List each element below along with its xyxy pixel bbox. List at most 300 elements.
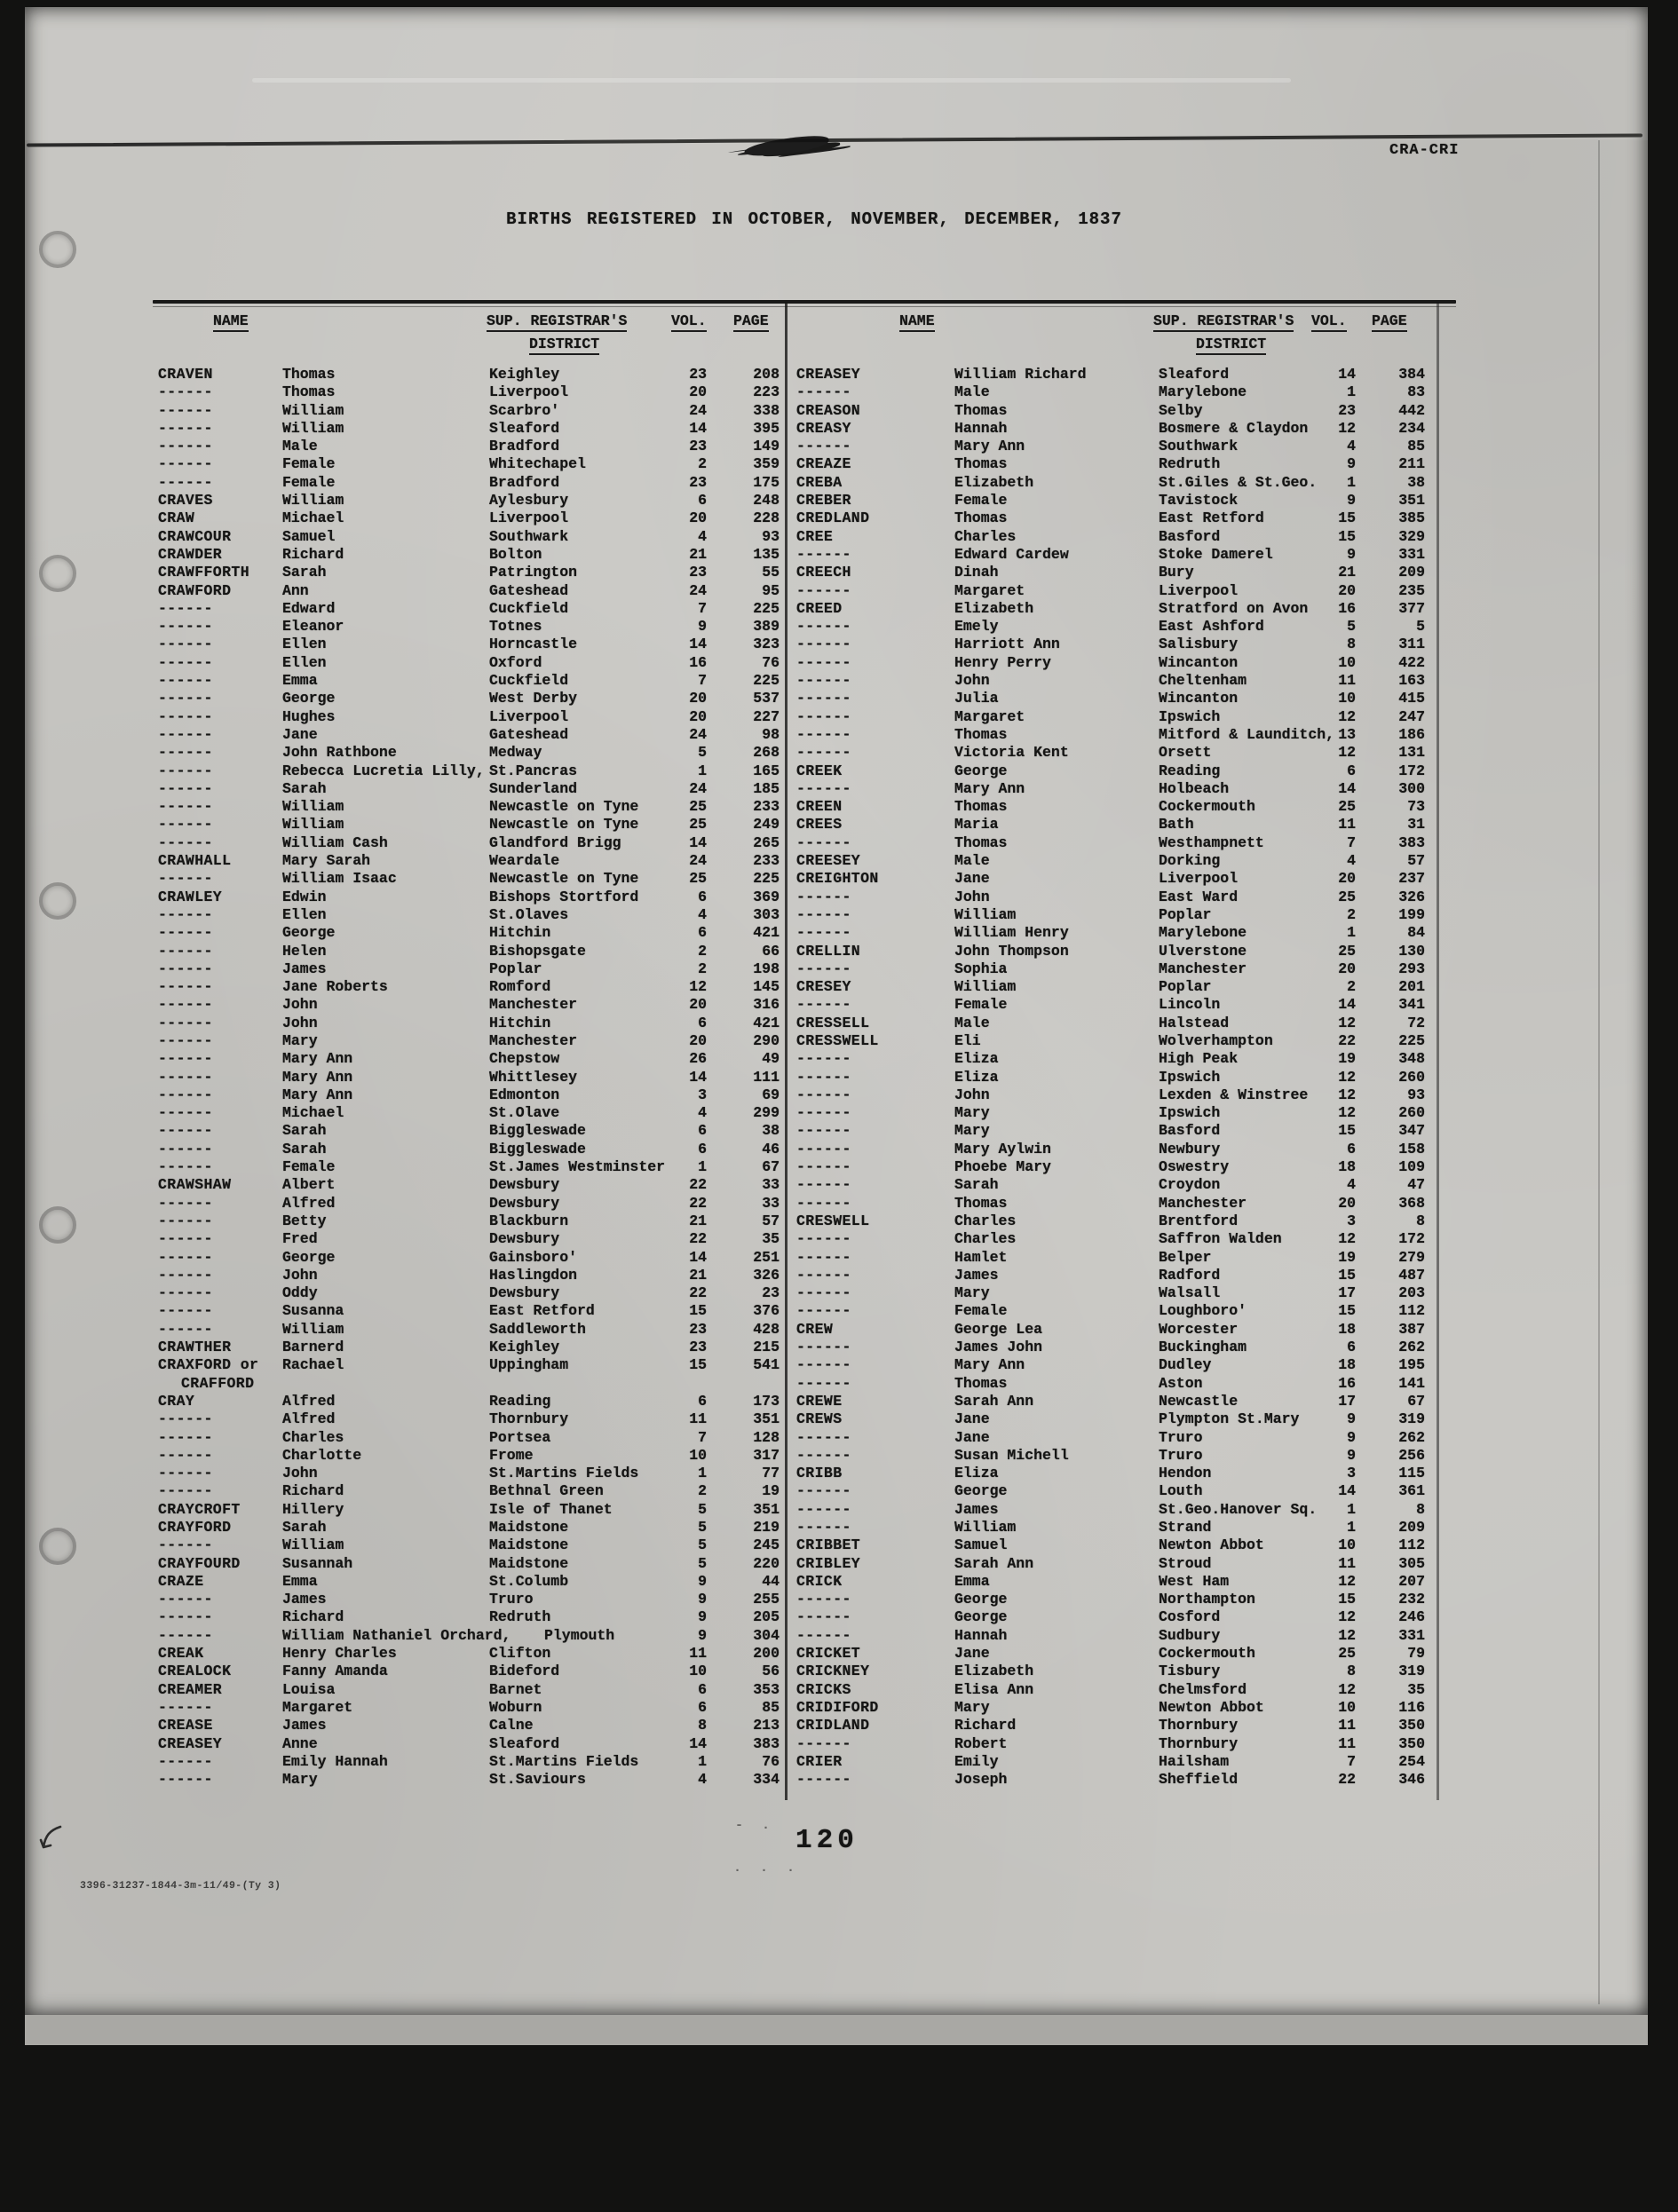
table-row <box>158 1429 780 1447</box>
district-cell: Sleaford <box>489 419 560 437</box>
vol-cell: 15 <box>1338 1591 1356 1608</box>
vol-cell: 23 <box>689 1339 707 1356</box>
table-row <box>158 960 780 978</box>
table-row <box>158 726 780 744</box>
vol-cell: 22 <box>689 1284 707 1302</box>
table-row <box>796 943 1425 960</box>
district-cell: Reading <box>1159 762 1221 779</box>
surname-cell: ------ <box>796 1248 851 1266</box>
page-cell: 326 <box>1398 888 1425 905</box>
surname-cell: ------ <box>158 1068 213 1086</box>
surname-cell: ------ <box>796 581 851 599</box>
vol-cell: 1 <box>1347 1519 1356 1536</box>
vol-cell: 11 <box>689 1410 707 1428</box>
page-cell: 376 <box>753 1302 780 1320</box>
surname-cell: ------ <box>796 1086 851 1103</box>
overlapping-sheet-strip <box>25 7 1648 140</box>
page-cell: 8 <box>1416 1500 1425 1518</box>
page-cell: 207 <box>1398 1572 1425 1590</box>
vol-cell: 5 <box>1347 618 1356 636</box>
district-cell: Keighley <box>489 366 560 383</box>
surname-cell: ------ <box>158 905 213 923</box>
table-row <box>158 1032 780 1050</box>
page-cell: 421 <box>753 924 780 942</box>
page-cell: 57 <box>1407 852 1425 870</box>
surname-cell: ------ <box>796 725 851 743</box>
table-row <box>796 1465 1425 1482</box>
given-name-cell: James <box>282 1591 327 1608</box>
vol-cell: 2 <box>698 942 707 960</box>
table-row <box>158 1158 780 1176</box>
vol-cell: 10 <box>1338 1537 1356 1554</box>
page-cell: 31 <box>1407 816 1425 833</box>
vol-cell: 4 <box>1347 1176 1356 1194</box>
table-row <box>796 1267 1425 1284</box>
page-cell: 351 <box>753 1500 780 1518</box>
surname-cell: CRAVES <box>158 492 213 510</box>
table-row <box>158 924 780 942</box>
surname-cell: ------ <box>158 1140 213 1157</box>
table-row <box>796 690 1425 707</box>
table-row <box>796 960 1425 978</box>
district-cell: Newcastle on Tyne <box>489 870 639 888</box>
vol-cell: 5 <box>698 1537 707 1554</box>
district-cell: Oswestry <box>1159 1158 1230 1176</box>
given-name-cell: Mary Ann <box>282 1068 353 1086</box>
surname-cell: ------ <box>796 1266 851 1284</box>
given-name-cell: Mary <box>282 1771 318 1789</box>
given-name-cell: Thomas <box>954 1194 1008 1212</box>
page-cell: 173 <box>753 1392 780 1410</box>
page-cell: 185 <box>753 779 780 797</box>
table-row <box>158 1284 780 1302</box>
district-cell: St.Pancras <box>489 762 578 779</box>
surname-cell: CREWS <box>796 1410 843 1428</box>
page-cell: 76 <box>762 1752 780 1770</box>
vol-cell: 6 <box>698 924 707 942</box>
table-row <box>796 510 1425 527</box>
table-row <box>158 420 780 438</box>
district-cell: Barnet <box>489 1680 542 1698</box>
given-name-cell: Thomas <box>954 455 1008 473</box>
page-cell: 98 <box>762 725 780 743</box>
given-name-cell: Eliza <box>954 1465 999 1482</box>
table-row <box>796 1375 1425 1393</box>
district-cell: Medway <box>489 744 542 762</box>
given-name-cell: Elisa Ann <box>954 1680 1034 1698</box>
given-name-cell: Ellen <box>282 905 327 923</box>
vol-cell: 21 <box>689 1266 707 1284</box>
district-cell: Clifton <box>489 1645 551 1663</box>
given-name-cell: Samuel <box>282 527 336 545</box>
given-name-cell: Thomas <box>954 725 1008 743</box>
vol-cell: 12 <box>1338 1068 1356 1086</box>
vol-cell: 8 <box>1347 1663 1356 1680</box>
table-row <box>158 546 780 564</box>
table-row <box>796 1249 1425 1267</box>
surname-cell: CRAYCROFT <box>158 1500 241 1518</box>
given-name-cell: James <box>954 1500 999 1518</box>
vol-cell: 3 <box>1347 1465 1356 1482</box>
page-cell: 131 <box>1398 744 1425 762</box>
given-name-cell: Mary Ann <box>954 779 1025 797</box>
page-cell: 353 <box>753 1680 780 1698</box>
district-cell: Romford <box>489 978 551 996</box>
vol-cell: 11 <box>1338 1717 1356 1734</box>
surname-cell: CRAVEN <box>158 366 213 383</box>
page-cell: 348 <box>1398 1050 1425 1068</box>
table-row <box>796 1069 1425 1086</box>
surname-cell: ------ <box>158 1752 213 1770</box>
given-name-cell: William Henry <box>954 924 1069 942</box>
vol-cell: 7 <box>1347 1752 1356 1770</box>
table-row <box>796 1230 1425 1248</box>
table-row <box>158 798 780 816</box>
given-name-cell: Thomas <box>954 510 1008 527</box>
surname-cell: CRIER <box>796 1752 843 1770</box>
given-name-cell: Mary <box>954 1284 990 1302</box>
district-cell: High Peak <box>1159 1050 1239 1068</box>
given-name-cell: Albert <box>282 1176 336 1194</box>
page-cell: 172 <box>1398 762 1425 779</box>
table-row <box>796 1302 1425 1320</box>
district-cell: Chelmsford <box>1159 1680 1247 1698</box>
vol-cell: 24 <box>689 401 707 419</box>
vol-cell: 9 <box>1347 545 1356 563</box>
district-cell: Oxford <box>489 653 542 671</box>
header-district: DISTRICT <box>529 336 599 355</box>
vol-cell: 23 <box>689 564 707 581</box>
vol-cell: 21 <box>1338 564 1356 581</box>
given-name-cell: George <box>954 1591 1008 1608</box>
district-cell: Gateshead <box>489 581 569 599</box>
page-cell: 205 <box>753 1608 780 1626</box>
vol-cell: 2 <box>698 960 707 977</box>
district-cell: St.Martins Fields <box>489 1752 639 1770</box>
page-cell: 111 <box>753 1068 780 1086</box>
page-cell: 67 <box>762 1158 780 1176</box>
table-row <box>796 708 1425 726</box>
surname-cell: ------ <box>796 924 851 942</box>
page-cell: 49 <box>762 1050 780 1068</box>
surname-cell: ------ <box>796 779 851 797</box>
page-cell: 350 <box>1398 1734 1425 1752</box>
given-name-cell: Alfred <box>282 1392 336 1410</box>
vol-cell: 5 <box>698 1519 707 1536</box>
page-cell: 442 <box>1398 401 1425 419</box>
given-name-cell: Eleanor <box>282 618 344 636</box>
table-row <box>158 1591 780 1608</box>
vol-cell: 12 <box>1338 707 1356 725</box>
page-cell: 200 <box>753 1645 780 1663</box>
page-cell: 235 <box>1398 581 1425 599</box>
surname-cell: CREAK <box>158 1645 204 1663</box>
district-cell: Biggleswade <box>489 1140 586 1157</box>
table-row <box>796 798 1425 816</box>
given-name-cell: Male <box>954 1014 990 1031</box>
vol-cell: 12 <box>1338 1680 1356 1698</box>
district-cell: Buckingham <box>1159 1339 1247 1356</box>
district-cell: Manchester <box>489 996 578 1014</box>
page-cell: 384 <box>1398 366 1425 383</box>
page-cell: 346 <box>1398 1771 1425 1789</box>
given-name-cell: Maria <box>954 816 999 833</box>
district-cell: Cockermouth <box>1159 798 1255 816</box>
given-name-cell: Rachael <box>282 1356 344 1374</box>
given-name-cell: William <box>282 419 344 437</box>
vol-cell: 1 <box>698 1752 707 1770</box>
page-cell: 67 <box>1407 1392 1425 1410</box>
surname-cell: ------ <box>158 924 213 942</box>
given-name-cell: George <box>954 1482 1008 1500</box>
district-cell: Truro <box>1159 1428 1203 1446</box>
table-row <box>796 1681 1425 1699</box>
vol-cell: 9 <box>698 618 707 636</box>
given-name-cell: Harriott Ann <box>954 636 1060 653</box>
page-cell: 83 <box>1407 383 1425 401</box>
table-row <box>796 1032 1425 1050</box>
vol-cell: 26 <box>689 1050 707 1068</box>
page-cell: 305 <box>1398 1554 1425 1572</box>
page-cell: 135 <box>753 545 780 563</box>
given-name-cell: Anne <box>282 1734 318 1752</box>
district-cell: Gateshead <box>489 725 569 743</box>
page-cell: 422 <box>1398 653 1425 671</box>
paper-bottom-edge <box>25 2015 1648 2045</box>
table-row <box>158 1753 780 1771</box>
table-row <box>158 978 780 996</box>
table-row <box>796 834 1425 852</box>
vol-cell: 24 <box>689 779 707 797</box>
district-cell: Horncastle <box>489 636 578 653</box>
district-cell: Edmonton <box>489 1086 560 1103</box>
surname-cell: CREASY <box>796 419 851 437</box>
given-name-cell: John <box>282 996 318 1014</box>
vol-cell: 1 <box>698 1465 707 1482</box>
table-row <box>796 1699 1425 1717</box>
given-name-cell: Victoria Kent <box>954 744 1069 762</box>
surname-cell: ------ <box>796 636 851 653</box>
given-name-cell: William <box>282 1537 344 1554</box>
given-name-cell: Susannah <box>282 1554 353 1572</box>
vol-cell: 19 <box>1338 1050 1356 1068</box>
surname-cell: CRAWFFORTH <box>158 564 250 581</box>
district-cell: Maidstone <box>489 1537 569 1554</box>
vol-cell: 24 <box>689 852 707 870</box>
district-cell: Glandford Brigg <box>489 833 621 851</box>
given-name-cell: William Richard <box>954 366 1087 383</box>
vol-cell: 25 <box>689 870 707 888</box>
page-cell: 225 <box>1398 1031 1425 1049</box>
surname-cell: ------ <box>158 1410 213 1428</box>
table-row <box>158 1086 780 1104</box>
given-name-cell: Sophia <box>954 960 1008 977</box>
table-row <box>796 636 1425 653</box>
surname-cell: ------ <box>796 1158 851 1176</box>
given-name-cell: James <box>282 960 327 977</box>
surname-cell: ------ <box>158 1537 213 1554</box>
page-cell: 246 <box>1398 1608 1425 1626</box>
vol-cell: 6 <box>698 1698 707 1716</box>
vol-cell: 9 <box>1347 1446 1356 1464</box>
district-cell: Marylebone <box>1159 383 1247 401</box>
district-cell: Frome <box>489 1446 534 1464</box>
vol-cell: 20 <box>689 690 707 707</box>
district-cell: St.Saviours <box>489 1771 586 1789</box>
surname-cell: CREAMER <box>158 1680 223 1698</box>
page-cell: 165 <box>753 762 780 779</box>
page-cell: 8 <box>1416 1212 1425 1229</box>
page-cell: 186 <box>1398 725 1425 743</box>
district-cell: Maidstone <box>489 1519 569 1536</box>
surname-cell: ------ <box>796 1356 851 1374</box>
table-row <box>796 564 1425 581</box>
vol-cell: 9 <box>698 1572 707 1590</box>
vol-cell: 11 <box>1338 1554 1356 1572</box>
district-cell: Bolton <box>489 545 542 563</box>
page-cell: 334 <box>753 1771 780 1789</box>
given-name-cell: Mary Aylwin <box>954 1140 1051 1157</box>
district-cell: Whittlesey <box>489 1068 578 1086</box>
surname-cell: CRIDIFORD <box>796 1698 879 1716</box>
given-name-cell: George <box>282 924 336 942</box>
given-name-cell: James John <box>954 1339 1043 1356</box>
surname-cell: CRAXFORD or CRAFFORD <box>158 1356 259 1392</box>
surname-cell: ------ <box>796 1374 851 1392</box>
page-cell: 421 <box>753 1014 780 1031</box>
vol-cell: 16 <box>1338 1374 1356 1392</box>
vol-cell: 23 <box>689 366 707 383</box>
table-row <box>796 1573 1425 1591</box>
table-row <box>158 1393 780 1410</box>
vol-cell: 12 <box>1338 1014 1356 1031</box>
page-cell: 317 <box>753 1446 780 1464</box>
given-name-cell: Edward Cardew <box>954 545 1069 563</box>
table-row <box>796 1141 1425 1158</box>
table-row <box>158 1321 780 1339</box>
vol-cell: 4 <box>1347 852 1356 870</box>
column-divider <box>785 302 788 1800</box>
table-row <box>796 455 1425 473</box>
surname-cell: ------ <box>158 419 213 437</box>
page-cell: 248 <box>753 492 780 510</box>
page-cell: 387 <box>1398 1320 1425 1338</box>
surname-cell: ------ <box>158 1591 213 1608</box>
given-name-cell: Thomas <box>954 1374 1008 1392</box>
district-cell: Loughboro' <box>1159 1302 1247 1320</box>
given-name-cell: William <box>282 816 344 833</box>
page-cell: 227 <box>753 707 780 725</box>
district-cell: Bath <box>1159 816 1194 833</box>
surname-cell: ------ <box>796 1482 851 1500</box>
given-name-cell: Eliza <box>954 1068 999 1086</box>
surname-cell: ------ <box>158 779 213 797</box>
surname-cell: ------ <box>796 905 851 923</box>
surname-cell: CRAWCOUR <box>158 527 232 545</box>
vol-cell: 20 <box>1338 870 1356 888</box>
vol-cell: 15 <box>1338 527 1356 545</box>
page-cell: 249 <box>753 816 780 833</box>
vol-cell: 15 <box>689 1356 707 1374</box>
vol-cell: 6 <box>698 492 707 510</box>
surname-cell: CRAYFORD <box>158 1519 232 1536</box>
given-name-cell: Sarah Ann <box>954 1554 1034 1572</box>
table-row <box>796 1339 1425 1356</box>
table-row <box>796 1447 1425 1465</box>
table-row <box>158 474 780 492</box>
table-row <box>796 1321 1425 1339</box>
vol-cell: 24 <box>689 581 707 599</box>
district-cell: Bradford <box>489 438 560 455</box>
vol-cell: 14 <box>1338 1482 1356 1500</box>
given-name-cell: Thomas <box>954 798 1008 816</box>
surname-cell: ------ <box>158 473 213 491</box>
page-cell: 223 <box>753 383 780 401</box>
surname-cell: ------ <box>158 1771 213 1789</box>
surname-cell: CREAZE <box>796 455 851 473</box>
district-cell: Liverpool <box>1159 581 1239 599</box>
district-cell: Reading <box>489 1392 551 1410</box>
district-cell: Woburn <box>489 1698 542 1716</box>
vol-cell: 7 <box>698 672 707 690</box>
table-row <box>796 1284 1425 1302</box>
page-cell: 77 <box>762 1465 780 1482</box>
district-cell: Plympton St.Mary <box>1159 1410 1300 1428</box>
given-name-cell: Joseph <box>954 1771 1008 1789</box>
district-cell: Walsall <box>1159 1284 1221 1302</box>
district-cell: St.Olaves <box>489 905 569 923</box>
surname-cell: CRAWFORD <box>158 581 232 599</box>
given-name-cell: George <box>282 690 336 707</box>
surname-cell: ------ <box>796 1104 851 1122</box>
surname-cell: ------ <box>158 1158 213 1176</box>
given-name-cell: Mary Ann <box>282 1086 353 1103</box>
vol-cell: 9 <box>1347 1428 1356 1446</box>
given-name-cell: Henry Perry <box>954 653 1051 671</box>
surname-cell: ------ <box>158 1482 213 1500</box>
print-code: 3396-31237-1844-3m-11/49-(Ty 3) <box>79 1880 281 1892</box>
page-cell: 265 <box>753 833 780 851</box>
table-row <box>796 383 1425 401</box>
table-row <box>158 636 780 653</box>
table-row <box>796 1717 1425 1734</box>
district-cell: St.Giles & St.Geo. <box>1159 473 1318 491</box>
district-cell: Westhampnett <box>1159 833 1264 851</box>
given-name-cell: Sarah Ann <box>954 1392 1034 1410</box>
district-cell: Wincanton <box>1159 653 1239 671</box>
given-name-cell: Fred <box>282 1230 318 1248</box>
given-name-cell: Emma <box>954 1572 990 1590</box>
page-cell: 38 <box>1407 473 1425 491</box>
surname-cell: ------ <box>158 1104 213 1122</box>
surname-cell: ------ <box>158 618 213 636</box>
stray-marks: . . . <box>733 1860 801 1876</box>
vol-cell: 3 <box>698 1086 707 1103</box>
surname-cell: ------ <box>158 1212 213 1229</box>
page-cell: 198 <box>753 960 780 977</box>
page-cell: 128 <box>753 1428 780 1446</box>
given-name-cell: Jane <box>282 725 318 743</box>
page-cell: 79 <box>1407 1645 1425 1663</box>
given-name-cell: Male <box>282 438 318 455</box>
surname-cell: CREASEY <box>158 1734 223 1752</box>
page-cell: 35 <box>762 1230 780 1248</box>
table-row <box>796 420 1425 438</box>
vol-cell: 1 <box>1347 1500 1356 1518</box>
surname-cell: ------ <box>796 1122 851 1140</box>
vol-cell: 4 <box>698 905 707 923</box>
table-row <box>158 1573 780 1591</box>
